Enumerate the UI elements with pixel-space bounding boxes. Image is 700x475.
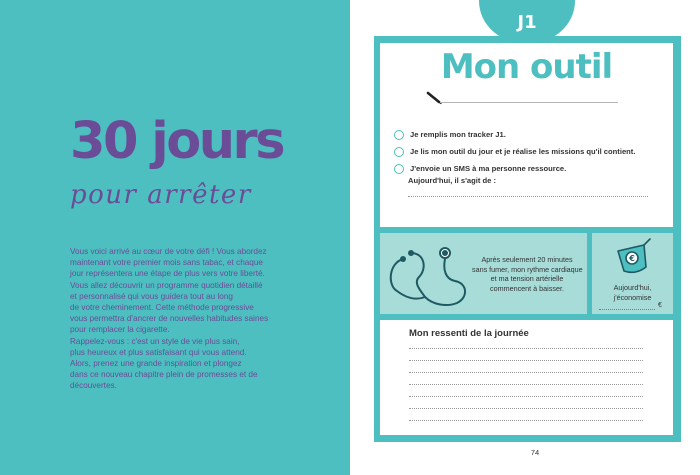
savings-line: j'économise — [613, 292, 652, 302]
chapter-title: 30 jours — [70, 112, 284, 171]
intro-line: découvertes. — [70, 381, 117, 391]
feeling-line[interactable] — [409, 396, 643, 397]
checkbox-circle[interactable] — [394, 147, 404, 157]
feeling-line[interactable] — [409, 420, 643, 421]
checkbox-circle[interactable] — [394, 164, 404, 174]
feeling-line[interactable] — [409, 348, 643, 349]
tool-box — [380, 43, 673, 227]
page-number: 74 — [530, 448, 540, 457]
intro-line: jour représentera une étape de plus vers votre liberté. — [70, 269, 265, 279]
checklist-item[interactable] — [394, 160, 635, 177]
feeling-line[interactable] — [409, 408, 643, 409]
intro-line: plus heureux et plus satisfaisant qui vous attend. — [70, 347, 247, 357]
feeling-line[interactable] — [409, 360, 643, 361]
right-page — [350, 0, 700, 475]
info-line: et ma tension artérielle — [490, 274, 564, 284]
today-label: Aujourd'hui, il s'agit de : — [408, 176, 496, 185]
checklist-item-label: J'envoie un SMS à ma personne ressource. — [410, 164, 567, 173]
intro-line: Alors, prenez une grande inspiration et plongez — [70, 359, 242, 369]
savings-line: Aujourd'hui, — [613, 283, 652, 292]
tool-title: Mon outil — [440, 47, 613, 87]
checklist-item-label: Je lis mon outil du jour et je réalise les missions qu'il contient. — [410, 147, 636, 156]
day-tab-label: J1 — [517, 12, 537, 33]
currency-symbol: € — [658, 302, 662, 309]
feeling-title: Mon ressenti de la journée — [409, 328, 529, 339]
info-line: sans fumer, mon rythme cardiaque — [472, 264, 583, 274]
intro-line: Vous allez découvrir un programme quotidien détaillé — [70, 280, 263, 290]
feeling-box — [380, 320, 673, 435]
intro-line: Rappelez-vous : c'est un style de vie plus sain, — [70, 336, 240, 346]
intro-line: vous permettra d'ancrer de nouvelles habitudes saines — [70, 314, 269, 324]
savings-text — [592, 283, 673, 302]
savings-box — [592, 233, 673, 314]
info-line: commencent à baisser. — [490, 283, 564, 293]
intro-line: Vous voici arrivé au cœur de votre défi ! Vous abordez — [70, 247, 267, 256]
feeling-line[interactable] — [409, 384, 643, 385]
checkbox-circle[interactable] — [394, 130, 404, 140]
checklist-item-label: Je remplis mon tracker J1. — [410, 130, 506, 139]
stethoscope-icon — [383, 239, 475, 311]
intro-line: et personnalisé qui vous guidera tout au long — [70, 291, 233, 301]
checklist-item[interactable] — [394, 143, 635, 160]
euro-glyph: € — [629, 254, 635, 263]
write-line[interactable] — [440, 102, 618, 103]
intro-line: maintenant votre premier mois sans tabac, et chaque — [70, 258, 263, 268]
chapter-subtitle: pour arrêter — [70, 180, 252, 210]
intro-line: dans ce nouveau chapitre plein de promesses et de — [70, 370, 258, 380]
checklist — [394, 126, 635, 177]
feeling-line[interactable] — [409, 372, 643, 373]
checklist-item[interactable] — [394, 126, 635, 143]
intro-line: pour remplacer la cigarette. — [70, 325, 170, 335]
info-line: Après seulement 20 minutes — [481, 255, 573, 264]
intro-text — [70, 246, 330, 392]
intro-line: de votre cheminement. Cette méthode progressive — [70, 303, 254, 313]
coin-shovel-icon — [614, 237, 654, 279]
health-info-text — [472, 255, 582, 293]
health-info-box — [380, 233, 587, 314]
today-answer-line[interactable] — [408, 196, 648, 197]
savings-amount-line[interactable] — [599, 309, 655, 310]
